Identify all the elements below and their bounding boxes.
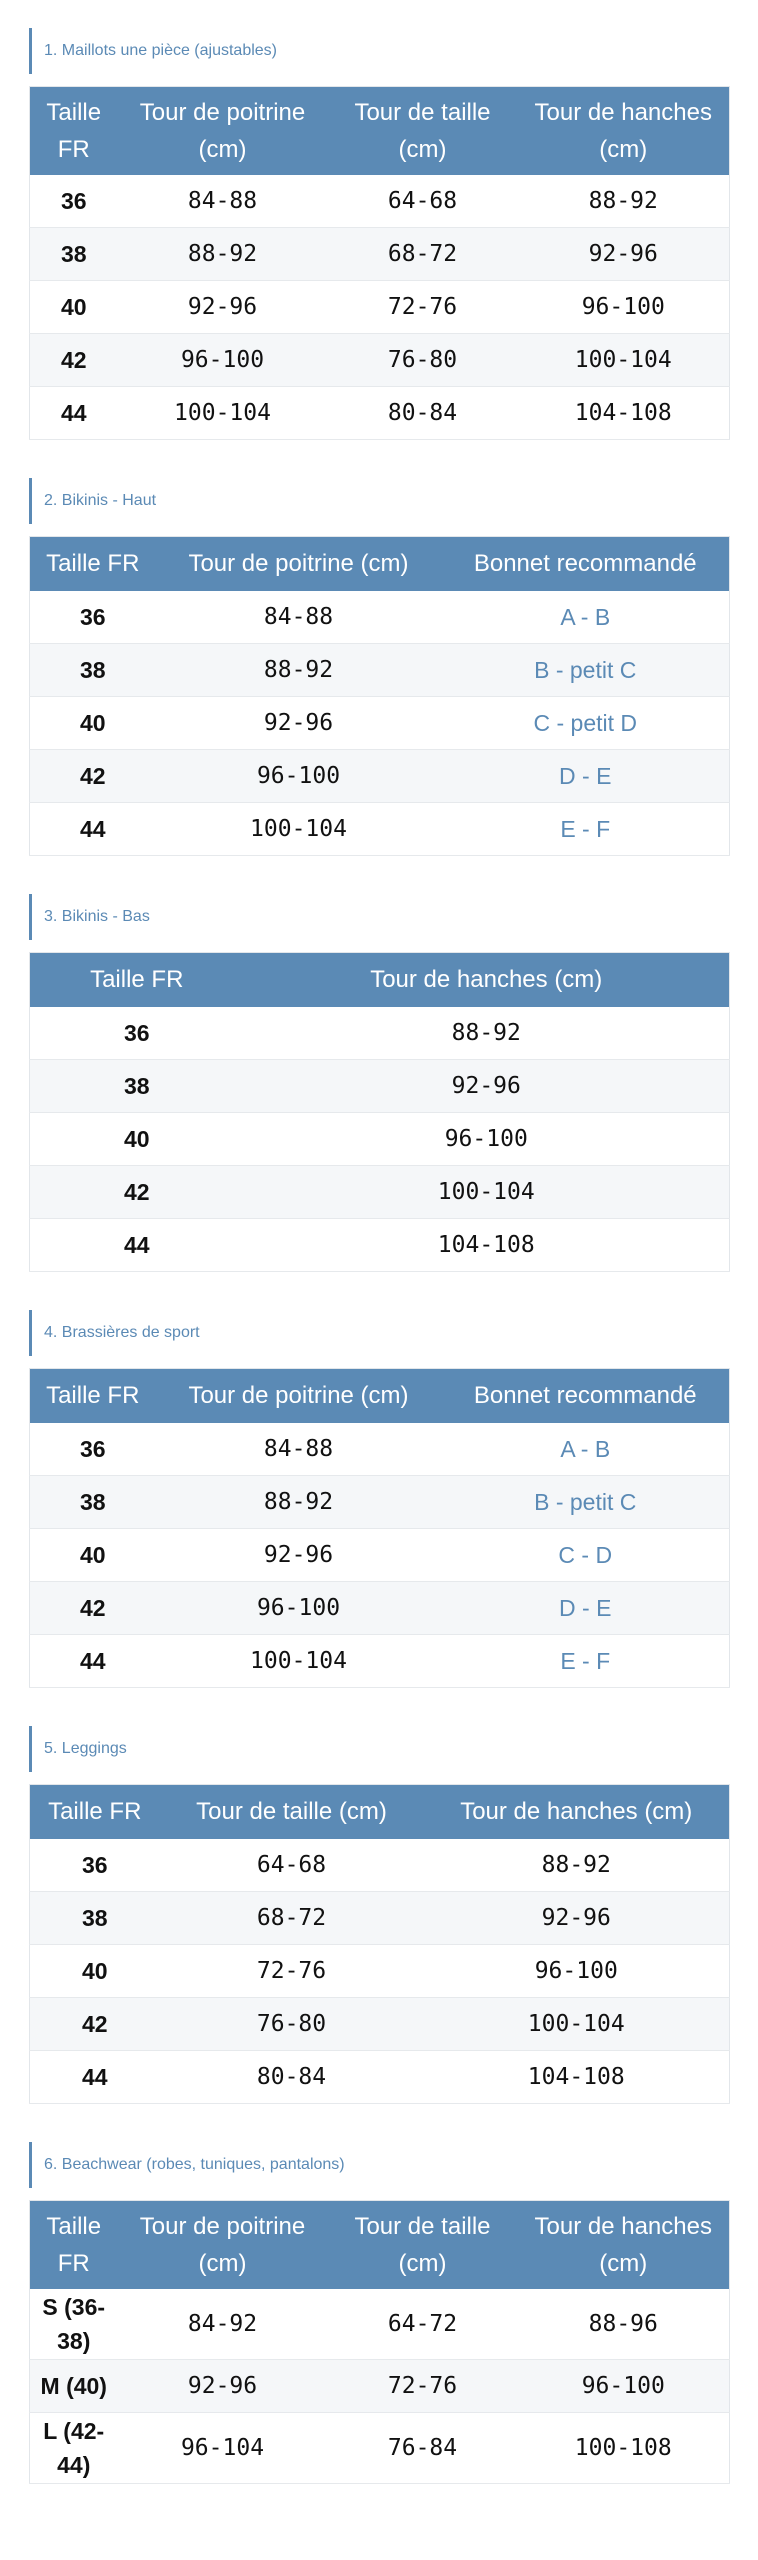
column-header: Taille FR bbox=[30, 953, 244, 1008]
table-row bbox=[30, 1945, 730, 1998]
measure-cell: 96-100 bbox=[156, 750, 442, 803]
measure-cell: 100-104 bbox=[424, 1998, 730, 2051]
table-header bbox=[30, 1785, 730, 1840]
measure-cell: 104-108 bbox=[424, 2051, 730, 2104]
size-cell: 36 bbox=[30, 1423, 156, 1476]
measure-cell: 84-88 bbox=[118, 175, 328, 228]
measure-cell: 72-76 bbox=[160, 1945, 424, 1998]
size-cell: 36 bbox=[30, 1839, 160, 1892]
section-title: 6. Beachwear (robes, tuniques, pantalons) bbox=[29, 2142, 729, 2188]
section-title: 3. Bikinis - Bas bbox=[29, 894, 729, 940]
column-header: Tour de poitrine (cm) bbox=[118, 2201, 328, 2290]
measure-cell: 92-96 bbox=[518, 228, 730, 281]
size-cell: 42 bbox=[30, 1166, 244, 1219]
measure-cell: 96-100 bbox=[424, 1945, 730, 1998]
measure-cell: 92-96 bbox=[156, 697, 442, 750]
table-header bbox=[30, 537, 730, 592]
measure-cell: 96-104 bbox=[118, 2413, 328, 2484]
table-row bbox=[30, 1582, 730, 1635]
section-title: 5. Leggings bbox=[29, 1726, 729, 1772]
table-header bbox=[30, 2201, 730, 2290]
measure-cell: 88-92 bbox=[156, 1476, 442, 1529]
column-header: Bonnet recommandé bbox=[442, 1369, 730, 1424]
measure-cell: 100-104 bbox=[118, 387, 328, 440]
cup-cell: E - F bbox=[442, 1635, 730, 1688]
size-cell: 36 bbox=[30, 591, 156, 644]
measure-cell: 92-96 bbox=[118, 281, 328, 334]
column-header: Tour de poitrine (cm) bbox=[156, 537, 442, 592]
column-header: Taille FR bbox=[30, 87, 118, 176]
measure-cell: 96-100 bbox=[518, 281, 730, 334]
table-row bbox=[30, 750, 730, 803]
measure-cell: 88-92 bbox=[244, 1007, 730, 1060]
size-cell: 42 bbox=[30, 1582, 156, 1635]
size-cell: 38 bbox=[30, 228, 118, 281]
cup-cell: B - petit C bbox=[442, 644, 730, 697]
section-leggings bbox=[29, 1726, 729, 2104]
table-header bbox=[30, 953, 730, 1008]
measure-cell: 68-72 bbox=[160, 1892, 424, 1945]
section-title: 2. Bikinis - Haut bbox=[29, 478, 729, 524]
measure-cell: 72-76 bbox=[328, 281, 518, 334]
section-bikini-tops bbox=[29, 478, 729, 856]
table-row bbox=[30, 175, 730, 228]
size-table bbox=[29, 952, 730, 1272]
measure-cell: 64-68 bbox=[328, 175, 518, 228]
table-row bbox=[30, 228, 730, 281]
table-row bbox=[30, 387, 730, 440]
size-cell: 42 bbox=[30, 1998, 160, 2051]
size-table bbox=[29, 86, 730, 440]
measure-cell: 80-84 bbox=[328, 387, 518, 440]
size-cell: 38 bbox=[30, 644, 156, 697]
table-row bbox=[30, 2360, 730, 2413]
size-cell: 38 bbox=[30, 1060, 244, 1113]
measure-cell: 92-96 bbox=[424, 1892, 730, 1945]
measure-cell: 64-72 bbox=[328, 2289, 518, 2360]
column-header: Tour de hanches (cm) bbox=[518, 2201, 730, 2290]
column-header: Tour de taille (cm) bbox=[328, 2201, 518, 2290]
table-row bbox=[30, 1635, 730, 1688]
size-cell: 36 bbox=[30, 175, 118, 228]
size-cell: 42 bbox=[30, 334, 118, 387]
measure-cell: 88-92 bbox=[518, 175, 730, 228]
measure-cell: 96-100 bbox=[244, 1113, 730, 1166]
table-row bbox=[30, 644, 730, 697]
measure-cell: 100-104 bbox=[518, 334, 730, 387]
section-title: 1. Maillots une pièce (ajustables) bbox=[29, 28, 729, 74]
measure-cell: 84-92 bbox=[118, 2289, 328, 2360]
table-row bbox=[30, 1839, 730, 1892]
column-header: Tour de hanches (cm) bbox=[518, 87, 730, 176]
table-row bbox=[30, 2051, 730, 2104]
size-table bbox=[29, 1368, 730, 1688]
size-cell: 44 bbox=[30, 1219, 244, 1272]
size-cell: 42 bbox=[30, 750, 156, 803]
cup-cell: D - E bbox=[442, 750, 730, 803]
column-header: Tour de hanches (cm) bbox=[424, 1785, 730, 1840]
table-row bbox=[30, 1892, 730, 1945]
column-header: Taille FR bbox=[30, 1369, 156, 1424]
measure-cell: 72-76 bbox=[328, 2360, 518, 2413]
measure-cell: 100-108 bbox=[518, 2413, 730, 2484]
measure-cell: 104-108 bbox=[518, 387, 730, 440]
table-row bbox=[30, 281, 730, 334]
section-title: 4. Brassières de sport bbox=[29, 1310, 729, 1356]
cup-cell: C - D bbox=[442, 1529, 730, 1582]
measure-cell: 68-72 bbox=[328, 228, 518, 281]
cup-cell: A - B bbox=[442, 591, 730, 644]
measure-cell: 76-80 bbox=[328, 334, 518, 387]
measure-cell: 92-96 bbox=[244, 1060, 730, 1113]
cup-cell: E - F bbox=[442, 803, 730, 856]
size-cell: 44 bbox=[30, 387, 118, 440]
size-cell: 40 bbox=[30, 1529, 156, 1582]
cup-cell: D - E bbox=[442, 1582, 730, 1635]
table-header bbox=[30, 1369, 730, 1424]
column-header: Tour de taille (cm) bbox=[160, 1785, 424, 1840]
measure-cell: 96-100 bbox=[118, 334, 328, 387]
table-header bbox=[30, 87, 730, 176]
size-cell: 38 bbox=[30, 1892, 160, 1945]
section-sports-bras bbox=[29, 1310, 729, 1688]
measure-cell: 92-96 bbox=[118, 2360, 328, 2413]
table-row bbox=[30, 1060, 730, 1113]
measure-cell: 92-96 bbox=[156, 1529, 442, 1582]
table-row bbox=[30, 2289, 730, 2360]
size-cell: M (40) bbox=[30, 2360, 118, 2413]
section-one-piece-swimsuits bbox=[29, 28, 729, 440]
measure-cell: 64-68 bbox=[160, 1839, 424, 1892]
section-bikini-bottoms bbox=[29, 894, 729, 1272]
measure-cell: 96-100 bbox=[156, 1582, 442, 1635]
size-cell: 38 bbox=[30, 1476, 156, 1529]
size-cell: L (42-44) bbox=[30, 2413, 118, 2484]
size-cell: 40 bbox=[30, 1113, 244, 1166]
table-row bbox=[30, 1423, 730, 1476]
measure-cell: 76-84 bbox=[328, 2413, 518, 2484]
table-row bbox=[30, 697, 730, 750]
table-row bbox=[30, 591, 730, 644]
size-table bbox=[29, 2200, 730, 2484]
size-cell: 40 bbox=[30, 697, 156, 750]
size-guide bbox=[29, 28, 729, 2522]
size-table bbox=[29, 536, 730, 856]
measure-cell: 100-104 bbox=[244, 1166, 730, 1219]
table-row bbox=[30, 2413, 730, 2484]
measure-cell: 76-80 bbox=[160, 1998, 424, 2051]
measure-cell: 96-100 bbox=[518, 2360, 730, 2413]
size-cell: S (36-38) bbox=[30, 2289, 118, 2360]
section-beachwear bbox=[29, 2142, 729, 2484]
column-header: Taille FR bbox=[30, 2201, 118, 2290]
column-header: Taille FR bbox=[30, 1785, 160, 1840]
column-header: Tour de poitrine (cm) bbox=[156, 1369, 442, 1424]
size-cell: 40 bbox=[30, 281, 118, 334]
table-row bbox=[30, 803, 730, 856]
measure-cell: 88-92 bbox=[424, 1839, 730, 1892]
measure-cell: 100-104 bbox=[156, 803, 442, 856]
measure-cell: 84-88 bbox=[156, 1423, 442, 1476]
table-row bbox=[30, 1166, 730, 1219]
size-cell: 44 bbox=[30, 803, 156, 856]
cup-cell: C - petit D bbox=[442, 697, 730, 750]
size-cell: 36 bbox=[30, 1007, 244, 1060]
column-header: Tour de poitrine (cm) bbox=[118, 87, 328, 176]
measure-cell: 80-84 bbox=[160, 2051, 424, 2104]
measure-cell: 100-104 bbox=[156, 1635, 442, 1688]
size-cell: 44 bbox=[30, 1635, 156, 1688]
table-row bbox=[30, 1219, 730, 1272]
cup-cell: B - petit C bbox=[442, 1476, 730, 1529]
measure-cell: 104-108 bbox=[244, 1219, 730, 1272]
table-row bbox=[30, 1007, 730, 1060]
table-row bbox=[30, 1998, 730, 2051]
table-row bbox=[30, 1113, 730, 1166]
measure-cell: 88-92 bbox=[156, 644, 442, 697]
measure-cell: 88-92 bbox=[118, 228, 328, 281]
table-row bbox=[30, 1529, 730, 1582]
size-cell: 44 bbox=[30, 2051, 160, 2104]
column-header: Taille FR bbox=[30, 537, 156, 592]
table-row bbox=[30, 334, 730, 387]
measure-cell: 88-96 bbox=[518, 2289, 730, 2360]
size-cell: 40 bbox=[30, 1945, 160, 1998]
column-header: Bonnet recommandé bbox=[442, 537, 730, 592]
size-table bbox=[29, 1784, 730, 2104]
column-header: Tour de hanches (cm) bbox=[244, 953, 730, 1008]
column-header: Tour de taille (cm) bbox=[328, 87, 518, 176]
measure-cell: 84-88 bbox=[156, 591, 442, 644]
cup-cell: A - B bbox=[442, 1423, 730, 1476]
table-row bbox=[30, 1476, 730, 1529]
